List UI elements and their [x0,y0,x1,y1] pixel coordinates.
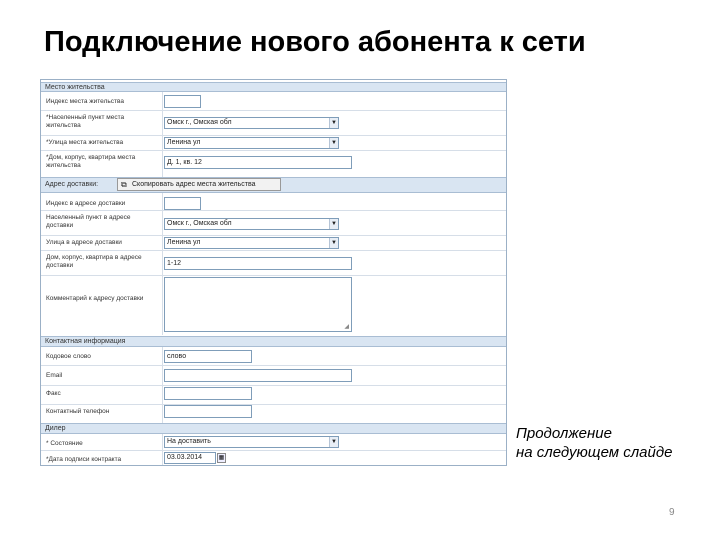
row-divider [41,150,506,151]
delivery-city-label: Населенный пункт в адресе доставки [46,214,131,229]
location-city-value: Омск г., Омская обл [167,119,232,126]
row-divider [41,210,506,211]
location-city-select[interactable] [164,117,339,129]
label-column-divider [162,92,163,180]
section-header-dealer: Дилер [41,423,506,434]
delivery-street-value: Ленина ул [167,239,201,246]
fax-label: Факс [46,390,61,397]
row-divider [41,450,506,451]
delivery-index-input[interactable] [164,197,201,210]
row-divider [41,235,506,236]
section-header-contact: Контактная информация [41,336,506,347]
location-house-input[interactable]: Д. 1, кв. 12 [164,156,352,169]
row-divider [41,110,506,111]
delivery-comment-label: Комментарий к адресу доставки [46,295,144,302]
status-label: * Состояние [46,440,83,447]
delivery-section-label: Адрес доставки: [45,181,99,188]
label-column-divider [162,192,163,335]
section-header-location: Место жительства [41,82,506,92]
chevron-down-icon[interactable]: ▼ [329,437,338,447]
delivery-street-label: Улица в адресе доставки [46,239,122,246]
row-divider [41,404,506,405]
phone-field[interactable] [164,405,252,418]
row-divider [41,385,506,386]
slide-title: Подключение нового абонента к сети [44,26,586,58]
continuation-note [516,424,672,462]
delivery-city-select[interactable] [164,218,339,230]
phone-label: Контактный телефон [46,408,110,415]
delivery-index-label: Индекс в адресе доставки [46,200,126,207]
continuation-line-2: на следующем слайде [516,444,673,461]
contract-date-input[interactable]: 03.03.2014 [164,452,216,464]
subscriber-form [40,79,507,466]
code-word-input[interactable]: слово [164,350,252,363]
status-value: На доставить [167,438,211,445]
resize-grip-icon[interactable]: ◢ [344,324,349,330]
calendar-icon[interactable]: ▦ [218,455,225,461]
location-street-label: *Улица места жительства [46,139,124,146]
email-label: Email [46,372,63,379]
page-number: 9 [669,507,675,518]
location-index-input[interactable] [164,95,201,108]
location-city-label: *Населенный пункт места жительства [46,114,125,129]
delivery-comment-textarea[interactable] [164,277,352,332]
delivery-street-select[interactable] [164,237,339,249]
row-divider [41,275,506,276]
continuation-line-1: Продолжение [516,425,612,442]
row-divider [41,250,506,251]
copy-address-button[interactable] [117,178,281,191]
copy-icon: ⧉ [121,180,127,189]
chevron-down-icon[interactable]: ▼ [329,118,338,128]
status-select[interactable] [164,436,339,448]
fax-field[interactable] [164,387,252,400]
copy-address-button-label: Скопировать адрес места жительства [132,181,256,188]
location-street-value: Ленина ул [167,139,201,146]
delivery-house-label: Дом, корпус, квартира в адресе доставки [46,254,142,269]
location-street-select[interactable] [164,137,339,149]
delivery-city-value: Омск г., Омская обл [167,220,232,227]
code-word-label: Кодовое слово [46,353,91,360]
email-field[interactable] [164,369,352,382]
location-house-label: *Дом, корпус, квартира места жительства [46,154,136,169]
contract-date-label: *Дата подписи контракта [46,456,122,463]
chevron-down-icon[interactable]: ▼ [329,219,338,229]
delivery-house-input[interactable]: 1-12 [164,257,352,270]
location-index-label: Индекс места жительства [46,98,124,105]
chevron-down-icon[interactable]: ▼ [329,238,338,248]
chevron-down-icon[interactable]: ▼ [329,138,338,148]
row-divider [41,135,506,136]
row-divider [41,365,506,366]
